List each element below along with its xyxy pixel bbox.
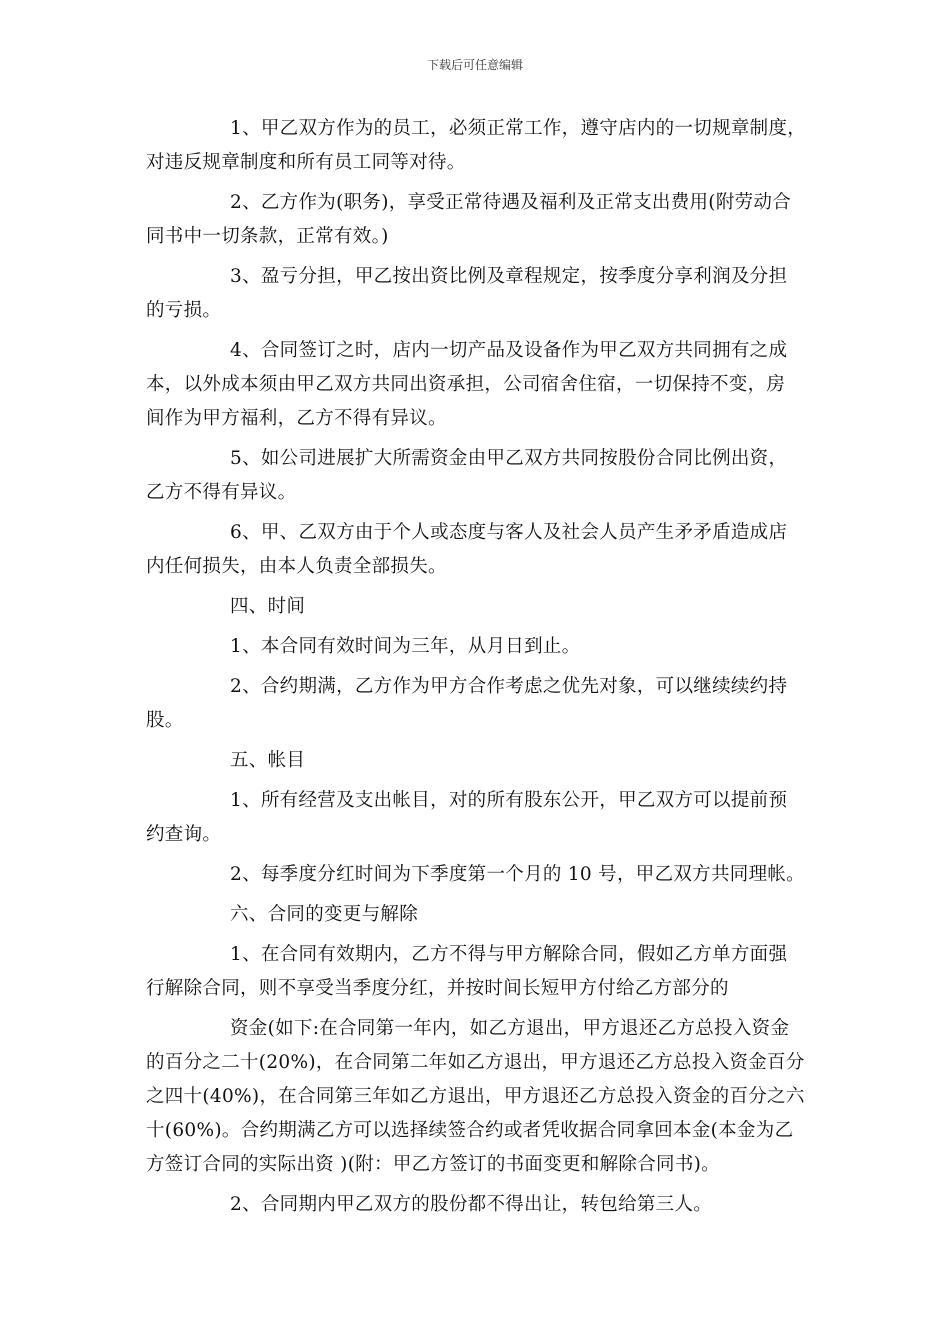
paragraph xyxy=(146,186,806,254)
paragraph xyxy=(146,334,806,436)
paragraph-line: 十(60%)。合约期满乙方可以选择续签合约或者凭收据合同拿回本金(本金为乙 xyxy=(146,1120,794,1141)
paragraph-line: 的亏损。 xyxy=(146,300,222,321)
paragraph-line: 4、合同签订之时，店内一切产品及设备作为甲乙双方共同拥有之成 xyxy=(230,340,788,361)
paragraph-line: 同书中一切条款，正常有效。) xyxy=(146,226,389,247)
paragraph xyxy=(146,938,806,1006)
paragraph xyxy=(146,260,806,328)
paragraph-line: 3、盈亏分担，甲乙按出资比例及章程规定，按季度分享利润及分担 xyxy=(230,266,788,287)
paragraph-line: 2、每季度分红时间为下季度第一个月的 10 号，甲乙双方共同理帐。 xyxy=(230,864,805,885)
paragraph-line: 约查询。 xyxy=(146,824,222,845)
paragraph-line: 2、合约期满，乙方作为甲方合作考虑之优先对象，可以继续续约持 xyxy=(230,676,788,697)
paragraph-line: 1、所有经营及支出帐目，对的所有股东公开，甲乙双方可以提前预 xyxy=(230,790,788,811)
paragraph-line: 内任何损失，由本人负责全部损失。 xyxy=(146,556,447,577)
paragraph xyxy=(146,590,806,624)
paragraph-line: 之四十(40%)，在合同第三年如乙方退出，甲方退还乙方总投入资金的百分之六 xyxy=(146,1086,805,1107)
paragraph xyxy=(146,1188,806,1222)
paragraph-line: 本，以外成本须由甲乙双方共同出资承担，公司宿舍住宿，一切保持不变，房 xyxy=(146,374,786,395)
paragraph-line: 乙方不得有异议。 xyxy=(146,482,297,503)
paragraph xyxy=(146,898,806,932)
paragraph-line: 6、甲、乙双方由于个人或态度与客人及社会人员产生矛矛盾造成店 xyxy=(230,522,788,543)
paragraph-line: 1、本合同有效时间为三年，从月日到止。 xyxy=(230,636,581,657)
paragraph xyxy=(146,630,806,664)
paragraph-line: 的百分之二十(20%)，在合同第二年如乙方退出，甲方退还乙方总投入资金百分 xyxy=(146,1052,805,1073)
paragraph-line: 六、合同的变更与解除 xyxy=(230,904,419,925)
paragraph-line: 五、帐目 xyxy=(230,750,306,771)
paragraph xyxy=(146,858,806,892)
paragraph-line: 对违反规章制度和所有员工同等对待。 xyxy=(146,152,466,173)
paragraph-line: 间作为甲方福利，乙方不得有异议。 xyxy=(146,408,447,429)
page-header: 下载后可任意编辑 xyxy=(426,58,523,72)
paragraph-line: 2、乙方作为(职务)，享受正常待遇及福利及正常支出费用(附劳动合 xyxy=(230,192,792,213)
paragraph xyxy=(146,442,806,510)
paragraph-line: 5、如公司进展扩大所需资金由甲乙双方共同按股份合同比例出资， xyxy=(230,448,788,469)
paragraph-line: 四、时间 xyxy=(230,596,306,617)
paragraph xyxy=(146,670,806,738)
paragraph xyxy=(146,784,806,852)
paragraph-line: 股。 xyxy=(146,710,184,731)
paragraph xyxy=(146,744,806,778)
paragraph xyxy=(146,516,806,584)
paragraph xyxy=(146,1012,806,1182)
document-body xyxy=(146,112,806,1228)
paragraph-line: 行解除合同，则不享受当季度分红，并按时间长短甲方付给乙方部分的 xyxy=(146,978,729,999)
paragraph xyxy=(146,112,806,180)
paragraph-line: 2、合同期内甲乙双方的股份都不得出让，转包给第三人。 xyxy=(230,1194,713,1215)
paragraph-line: 1、甲乙双方作为的员工，必须正常工作，遵守店内的一切规章制度， xyxy=(230,118,807,139)
paragraph-line: 资金(如下:在合同第一年内，如乙方退出，甲方退还乙方总投入资金 xyxy=(230,1018,790,1039)
paragraph-line: 1、在合同有效期内，乙方不得与甲方解除合同，假如乙方单方面强 xyxy=(230,944,788,965)
paragraph-line: 方签订合同的实际出资 )(附：甲乙方签订的书面变更和解除合同书)。 xyxy=(146,1154,720,1175)
